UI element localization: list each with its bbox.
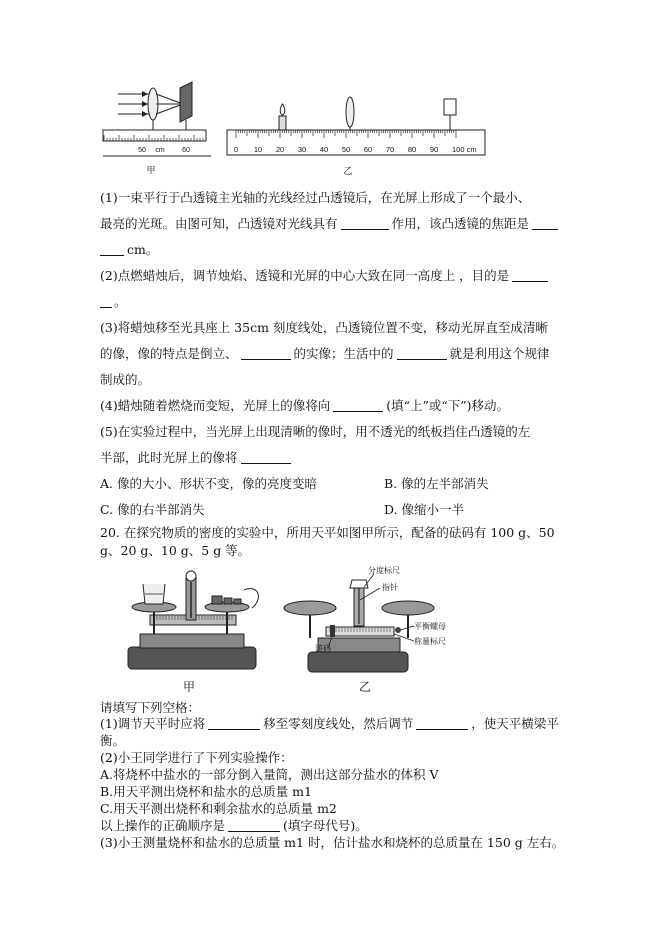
candle bbox=[279, 116, 286, 130]
candle-flame-icon bbox=[280, 104, 285, 115]
q20-step2: (2)小王同学进行了下列实验操作： bbox=[100, 750, 293, 765]
q19-part5-text: 半部，此时光屏上的像将 bbox=[100, 450, 238, 465]
q19-part1-text: cm。 bbox=[127, 242, 159, 257]
balance-figure bbox=[0, 560, 661, 700]
pan-right bbox=[382, 601, 434, 615]
q20-step1-line1 bbox=[100, 716, 559, 732]
ruler-tick-label: 20 bbox=[275, 145, 285, 154]
answer-blank[interactable] bbox=[512, 270, 548, 282]
label-pointer: 指针 bbox=[382, 583, 398, 592]
figure-label-jia: 甲 bbox=[182, 680, 196, 694]
q20-stem-line2: g、20 g、10 g、5 g 等。 bbox=[100, 543, 251, 558]
answer-blank[interactable] bbox=[241, 348, 291, 360]
label-beam-scale: 称量标尺 bbox=[414, 637, 446, 646]
ruler-tick-label: 0 bbox=[233, 145, 239, 154]
q19-part3-text: 的像，像的特点是倒立、 bbox=[100, 346, 238, 361]
ruler-tick-label: 30 bbox=[297, 145, 307, 154]
answer-blank[interactable] bbox=[397, 348, 447, 360]
option-b[interactable]: B. 像的左半部消失 bbox=[384, 476, 489, 491]
q20-order-text: 以上操作的正确顺序是 bbox=[100, 818, 226, 833]
q20-order-text: (填字母代号)。 bbox=[283, 818, 368, 833]
ruler-left-tick-label: cm bbox=[155, 147, 165, 154]
q20-order bbox=[100, 818, 368, 834]
balance-left bbox=[128, 571, 258, 669]
balance-right bbox=[284, 574, 434, 672]
option-a[interactable]: A. 像的大小、形状不变，像的亮度变暗 bbox=[100, 476, 317, 491]
answer-blank[interactable] bbox=[532, 218, 558, 230]
q20-stem-line1: 20. 在探究物质的密度的实验中，所用天平如图甲所示，配备的砝码有 100 g、50 bbox=[100, 525, 555, 540]
ruler-tick-label: 60 bbox=[363, 145, 373, 154]
q19-part2-line1 bbox=[100, 268, 548, 284]
ruler-tick-label: 40 bbox=[319, 145, 329, 154]
q20-step1-line2: 衡。 bbox=[100, 733, 126, 748]
answer-blank[interactable] bbox=[416, 718, 468, 730]
answer-blank[interactable] bbox=[100, 296, 112, 308]
answer-blank[interactable] bbox=[100, 244, 124, 256]
light-screen bbox=[180, 82, 192, 122]
optical-bench-ruler bbox=[227, 130, 485, 155]
figure-label-yi: 乙 bbox=[343, 166, 353, 176]
ruler-left-tick-label: 60 bbox=[182, 147, 190, 154]
q20-step1-text: (1)调节天平时应将 bbox=[100, 716, 206, 731]
answer-blank[interactable] bbox=[228, 820, 280, 832]
figure-label-yi: 乙 bbox=[358, 680, 372, 694]
answer-blank[interactable] bbox=[341, 218, 389, 230]
ruler-tick-label: 70 bbox=[385, 145, 395, 154]
ruler-tick-label: 90 bbox=[429, 145, 439, 154]
answer-blank[interactable] bbox=[208, 718, 260, 730]
ruler-left bbox=[103, 130, 211, 156]
q19-part5-line1: (5)在实验过程中，当光屏上出现清晰的像时，用不透光的纸板挡住凸透镜的左 bbox=[100, 424, 531, 439]
answer-blank[interactable] bbox=[241, 452, 291, 464]
q20-step1-text: 移至零刻度线处，然后调节 bbox=[263, 716, 414, 731]
q19-part2-text: (2)点燃蜡烛后，调节烛焰、透镜和光屏的中心大致在同一高度上 ，目的是 bbox=[100, 268, 510, 283]
q20-step-b: B.用天平测出烧杯和盐水的总质量 m1 bbox=[100, 784, 312, 799]
figure-left-apparatus bbox=[118, 82, 192, 130]
q19-part1-line3 bbox=[100, 242, 158, 258]
convex-lens bbox=[346, 97, 354, 127]
label-balance-nut: 平衡螺母 bbox=[414, 622, 446, 631]
q19-part3-text: 就是利用这个规律 bbox=[449, 346, 550, 361]
ruler-tick-label: 100 cm bbox=[452, 145, 477, 154]
q19-part3-line3: 制成的。 bbox=[100, 372, 151, 387]
q19-part5-line2 bbox=[100, 450, 291, 466]
rider bbox=[330, 625, 335, 637]
option-d[interactable]: D. 像缩小一半 bbox=[384, 502, 465, 517]
ruler-tick-label: 50 bbox=[341, 145, 351, 154]
figure-right-apparatus bbox=[279, 97, 456, 130]
q19-part3-text: 的实像；生活中的 bbox=[293, 346, 394, 361]
light-screen bbox=[444, 99, 456, 115]
q19-part1-line1: (1)一束平行于凸透镜主光轴的光线经过凸透镜后，在光屏上形成了一个最小、 bbox=[100, 190, 531, 205]
q19-part3-line1: (3)将蜡烛移至光具座上 35cm 刻度线处，凸透镜位置不变，移动光屏直至成清晰 bbox=[100, 320, 548, 335]
answer-blank[interactable] bbox=[333, 400, 383, 412]
q19-part4-text: (4)蜡烛随着燃烧而变短，光屏上的像将向 bbox=[100, 398, 331, 413]
q19-part4 bbox=[100, 398, 509, 414]
label-rider: 游码 bbox=[315, 644, 331, 653]
weight bbox=[234, 599, 241, 604]
lens-figure bbox=[0, 0, 661, 180]
ruler-left-tick-label: 50 bbox=[138, 147, 146, 154]
option-c[interactable]: C. 像的右半部消失 bbox=[100, 502, 205, 517]
q19-part2-line2 bbox=[100, 294, 127, 310]
q19-part3-line2 bbox=[100, 346, 550, 362]
q19-part1-text: 作用，该凸透镜的焦距是 bbox=[391, 216, 530, 231]
q20-step1-text: ，使天平横梁平 bbox=[471, 716, 559, 731]
q19-part1-line2 bbox=[100, 216, 558, 232]
q20-fill-heading: 请填写下列空格： bbox=[100, 700, 201, 715]
pan-left bbox=[284, 601, 336, 615]
ruler-tick-label: 10 bbox=[253, 145, 263, 154]
figure-label-jia: 甲 bbox=[146, 165, 156, 175]
q19-part2-text: 。 bbox=[114, 294, 127, 309]
weight bbox=[212, 596, 222, 604]
q20-step3: (3)小王测量烧杯和盐水的总质量 m1 时，估计盐水和烧杯的总质量在 150 g 左右。 bbox=[100, 835, 565, 850]
converging-ray bbox=[156, 94, 183, 104]
q19-part1-text: 最亮的光斑。由图可知，凸透镜对光线具有 bbox=[100, 216, 338, 231]
label-scale: 分度标尺 bbox=[368, 566, 400, 575]
q19-part4-text: (填“上”或“下”)移动。 bbox=[386, 398, 510, 413]
q20-step-c: C.用天平测出烧杯和剩余盐水的总质量 m2 bbox=[100, 801, 337, 816]
converging-ray bbox=[156, 104, 183, 114]
ruler-tick-label: 80 bbox=[407, 145, 417, 154]
weight bbox=[224, 598, 232, 604]
q20-step-a: A.将烧杯中盐水的一部分倒入量筒，测出这部分盐水的体积 V bbox=[100, 767, 439, 782]
